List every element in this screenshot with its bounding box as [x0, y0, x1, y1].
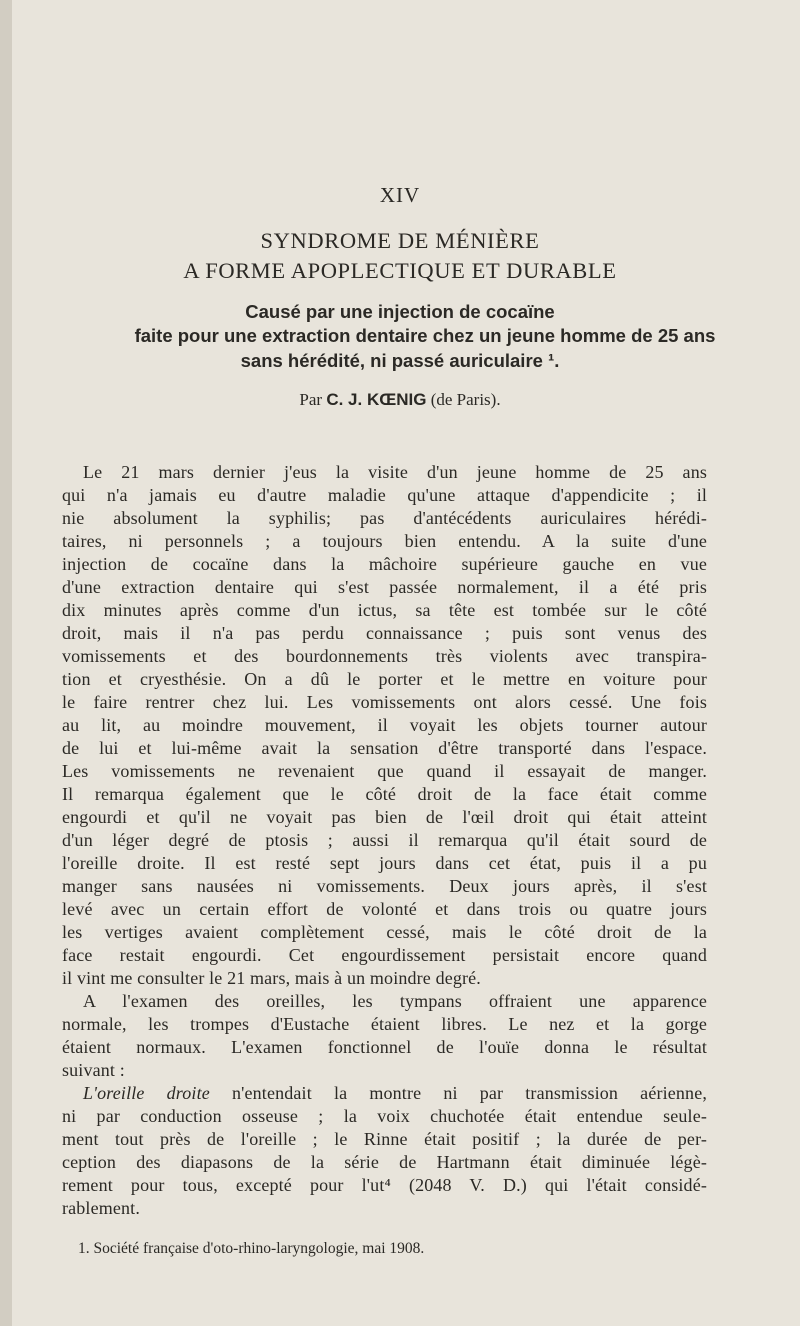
body-line: l'oreille droite. Il est resté sept jours dans cet état, puis il a pu [62, 853, 707, 873]
body-line-rest: n'entendait la montre ni par transmission aérienne, [209, 1083, 707, 1103]
body-line: ment tout près de l'oreille ; le Rinne était positif ; la durée de per- [62, 1129, 707, 1149]
body-line: dix minutes après comme d'un ictus, sa tête est tombée sur le côté [62, 600, 707, 620]
subtitle-line-3: sans hérédité, ni passé auriculaire ¹. [240, 350, 560, 371]
body-line: il vint me consulter le 21 mars, mais à un moindre degré. [62, 968, 481, 988]
body-line: vomissements et des bourdonnements très violents avec transpira- [62, 646, 707, 666]
body-line: A l'examen des oreilles, les tympans offraient une apparence [83, 991, 707, 1011]
body-line: le faire rentrer chez lui. Les vomissements ont alors cessé. Une fois [62, 692, 707, 712]
body-line: les vertiges avaient complètement cessé, mais le côté droit de la [62, 922, 707, 942]
italic-term-oreille-droite: L'oreille droite [83, 1083, 210, 1103]
body-line: au lit, au moindre mouvement, il voyait les objets tourner autour [62, 715, 707, 735]
body-line: droit, mais il n'a pas perdu connaissance ; puis sont venus des [62, 623, 707, 643]
chapter-number: XIV [379, 183, 421, 207]
body-line [83, 1082, 707, 1105]
body-line: Il remarqua également que le côté droit de la face était comme [62, 784, 707, 804]
body-line: étaient normaux. L'examen fonctionnel de l'ouïe donna le résultat [62, 1037, 707, 1057]
body-line: tion et cryesthésie. On a dû le porter et le mettre en voiture pour [62, 669, 707, 689]
body-line: d'une extraction dentaire qui s'est passée normalement, il a été pris [62, 577, 707, 597]
article-title-line-1: SYNDROME DE MÉNIÈRE [260, 228, 540, 253]
body-line: suivant : [62, 1060, 125, 1080]
body-line: rablement. [62, 1198, 140, 1218]
author-affiliation: (de Paris). [430, 390, 501, 409]
subtitle-line-2: faite pour une extraction dentaire chez un jeune homme de 25 ans [134, 325, 716, 346]
body-line: qui n'a jamais eu d'autre maladie qu'une attaque d'appendicite ; il [62, 485, 707, 505]
body-line: Les vomissements ne revenaient que quand il essayait de manger. [62, 761, 707, 781]
body-line: injection de cocaïne dans la mâchoire supérieure gauche en vue [62, 554, 707, 574]
body-line: normale, les trompes d'Eustache étaient libres. Le nez et la gorge [62, 1014, 707, 1034]
body-line: ni par conduction osseuse ; la voix chuchotée était entendue seule- [62, 1106, 707, 1126]
body-line: face restait engourdi. Cet engourdissement persistait encore quand [62, 945, 707, 965]
body-line: rement pour tous, excepté pour l'ut⁴ (2048 V. D.) qui l'était considé- [62, 1175, 707, 1195]
body-line: ception des diapasons de la série de Hartmann était diminuée légè- [62, 1152, 707, 1172]
body-line: de lui et lui-même avait la sensation d'être transporté dans l'espace. [62, 738, 707, 758]
body-line: engourdi et qu'il ne voyait pas bien de l'œil droit qui était atteint [62, 807, 707, 827]
body-line: d'un léger degré de ptosis ; aussi il remarqua qu'il était sourd de [62, 830, 707, 850]
subtitle-line-1: Causé par une injection de cocaïne [245, 301, 555, 322]
body-line: taires, ni personnels ; a toujours bien entendu. A la suite d'une [62, 531, 707, 551]
article-title-line-2: A FORME APOPLECTIQUE ET DURABLE [183, 258, 617, 283]
byline [0, 390, 800, 410]
body-line: Le 21 mars dernier j'eus la visite d'un jeune homme de 25 ans [83, 462, 707, 482]
body-line: manger sans nausées ni vomissements. Deux jours après, il s'est [62, 876, 707, 896]
footnote: 1. Société française d'oto-rhino-laryngologie, mai 1908. [78, 1240, 425, 1257]
author-name: C. J. KŒNIG [326, 390, 427, 409]
body-line: levé avec un certain effort de volonté et dans trois ou quatre jours [62, 899, 707, 919]
byline-prefix: Par [299, 390, 323, 409]
body-line: nie absolument la syphilis; pas d'antécédents auriculaires hérédi- [62, 508, 707, 528]
